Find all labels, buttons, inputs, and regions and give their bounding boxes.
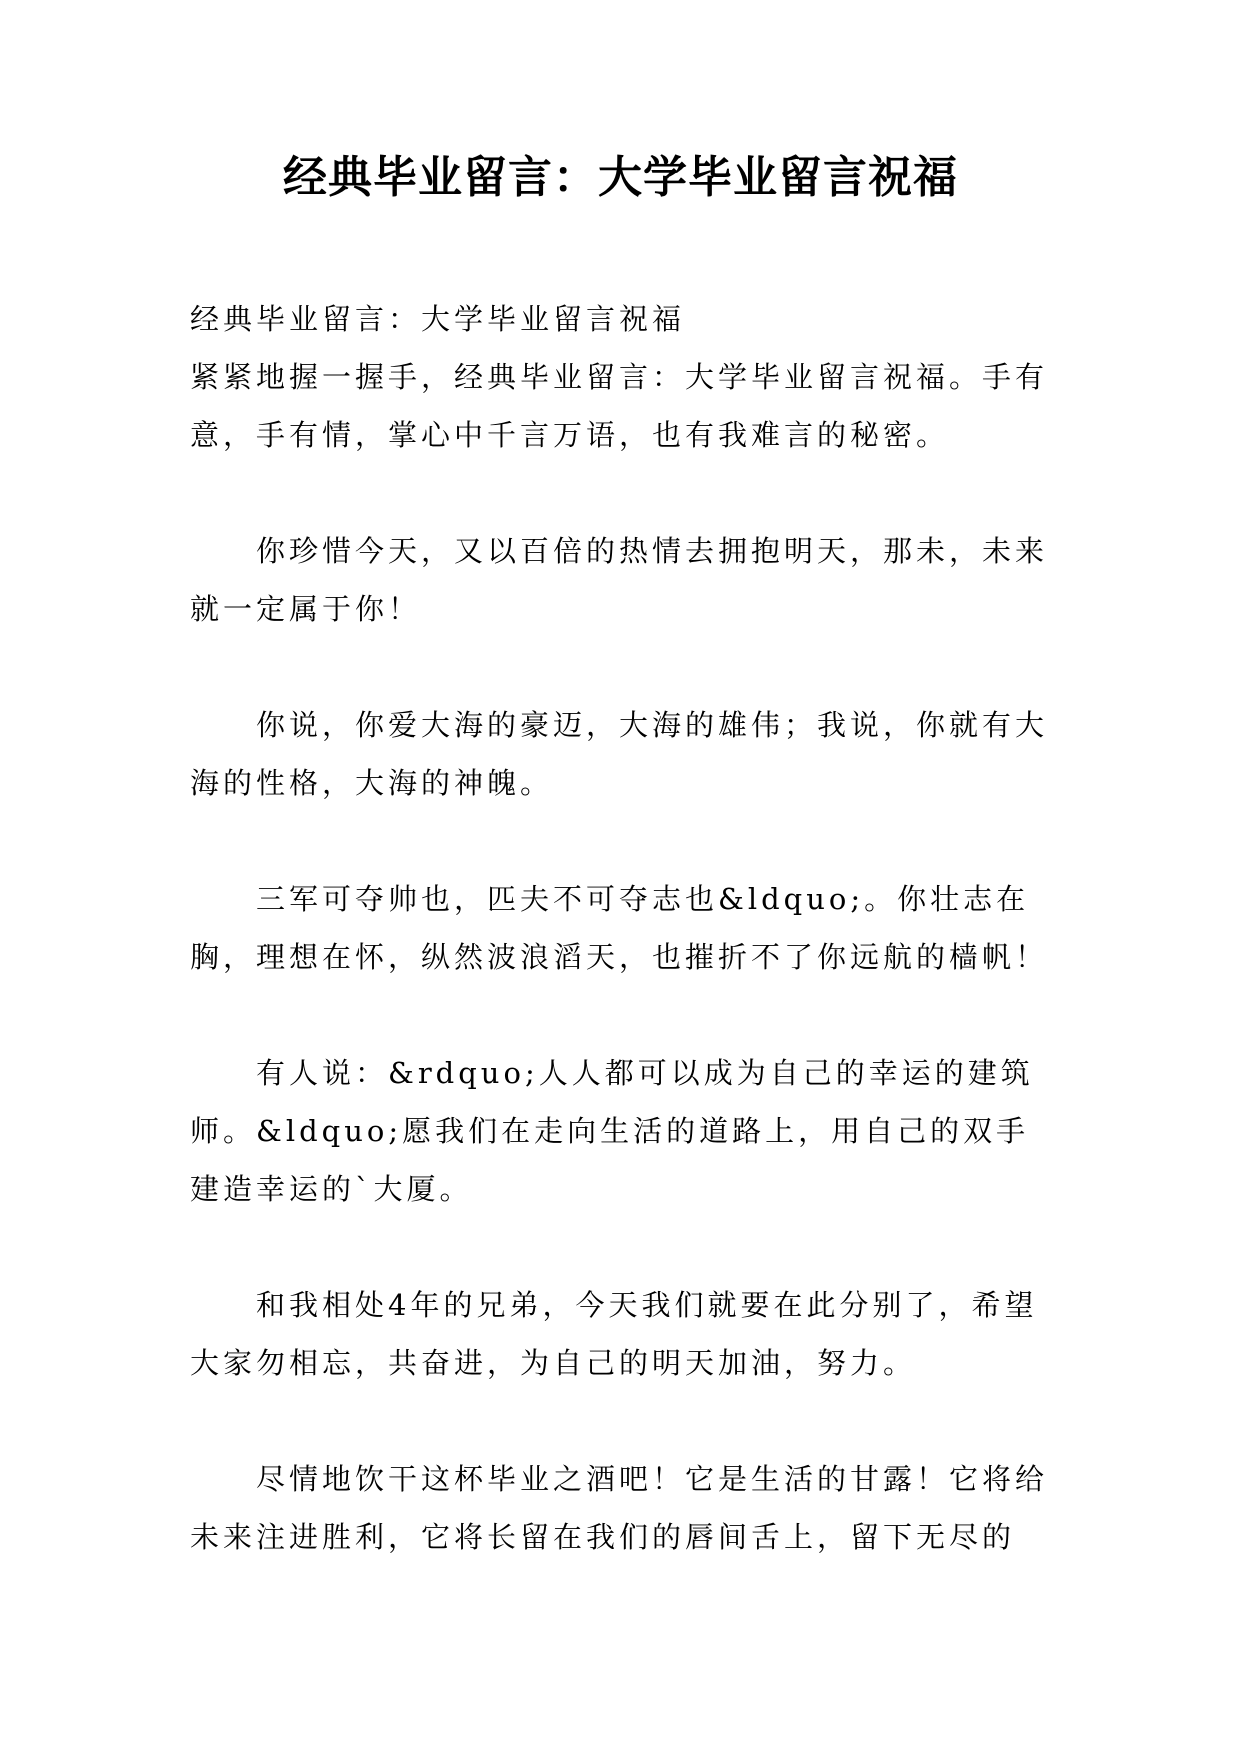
paragraph: 有人说：&rdquo;人人都可以成为自己的幸运的建筑师。&ldquo;愿我们在走向生活的道路上，用自己的双手建造幸运的`大厦。 (190, 1056, 1034, 1206)
document-body (190, 290, 1062, 1566)
intro-paragraph: 紧紧地握一握手，经典毕业留言：大学毕业留言祝福。手有意，手有情，掌心中千言万语，也有我难言的秘密。 (190, 360, 1049, 452)
paragraph: 尽情地饮干这杯毕业之酒吧！它是生活的甘露！它将给未来注进胜利，它将长留在我们的唇间舌上，留下无尽的 (190, 1462, 1049, 1554)
document-subtitle: 经典毕业留言：大学毕业留言祝福 (190, 302, 686, 336)
paragraph: 三军可夺帅也，匹夫不可夺志也&ldquo;。你壮志在胸，理想在怀，纵然波浪滔天，也摧折不了你远航的樯帆！ (190, 882, 1049, 974)
document-title: 经典毕业留言：大学毕业留言祝福 (283, 152, 958, 203)
paragraph: 和我相处4年的兄弟，今天我们就要在此分别了，希望大家勿相忘，共奋进，为自己的明天加油，努力。 (190, 1288, 1038, 1380)
paragraph: 你珍惜今天，又以百倍的热情去拥抱明天，那未，未来就一定属于你！ (190, 534, 1049, 626)
paragraph: 你说，你爱大海的豪迈，大海的雄伟；我说，你就有大海的性格，大海的神魄。 (190, 708, 1049, 800)
